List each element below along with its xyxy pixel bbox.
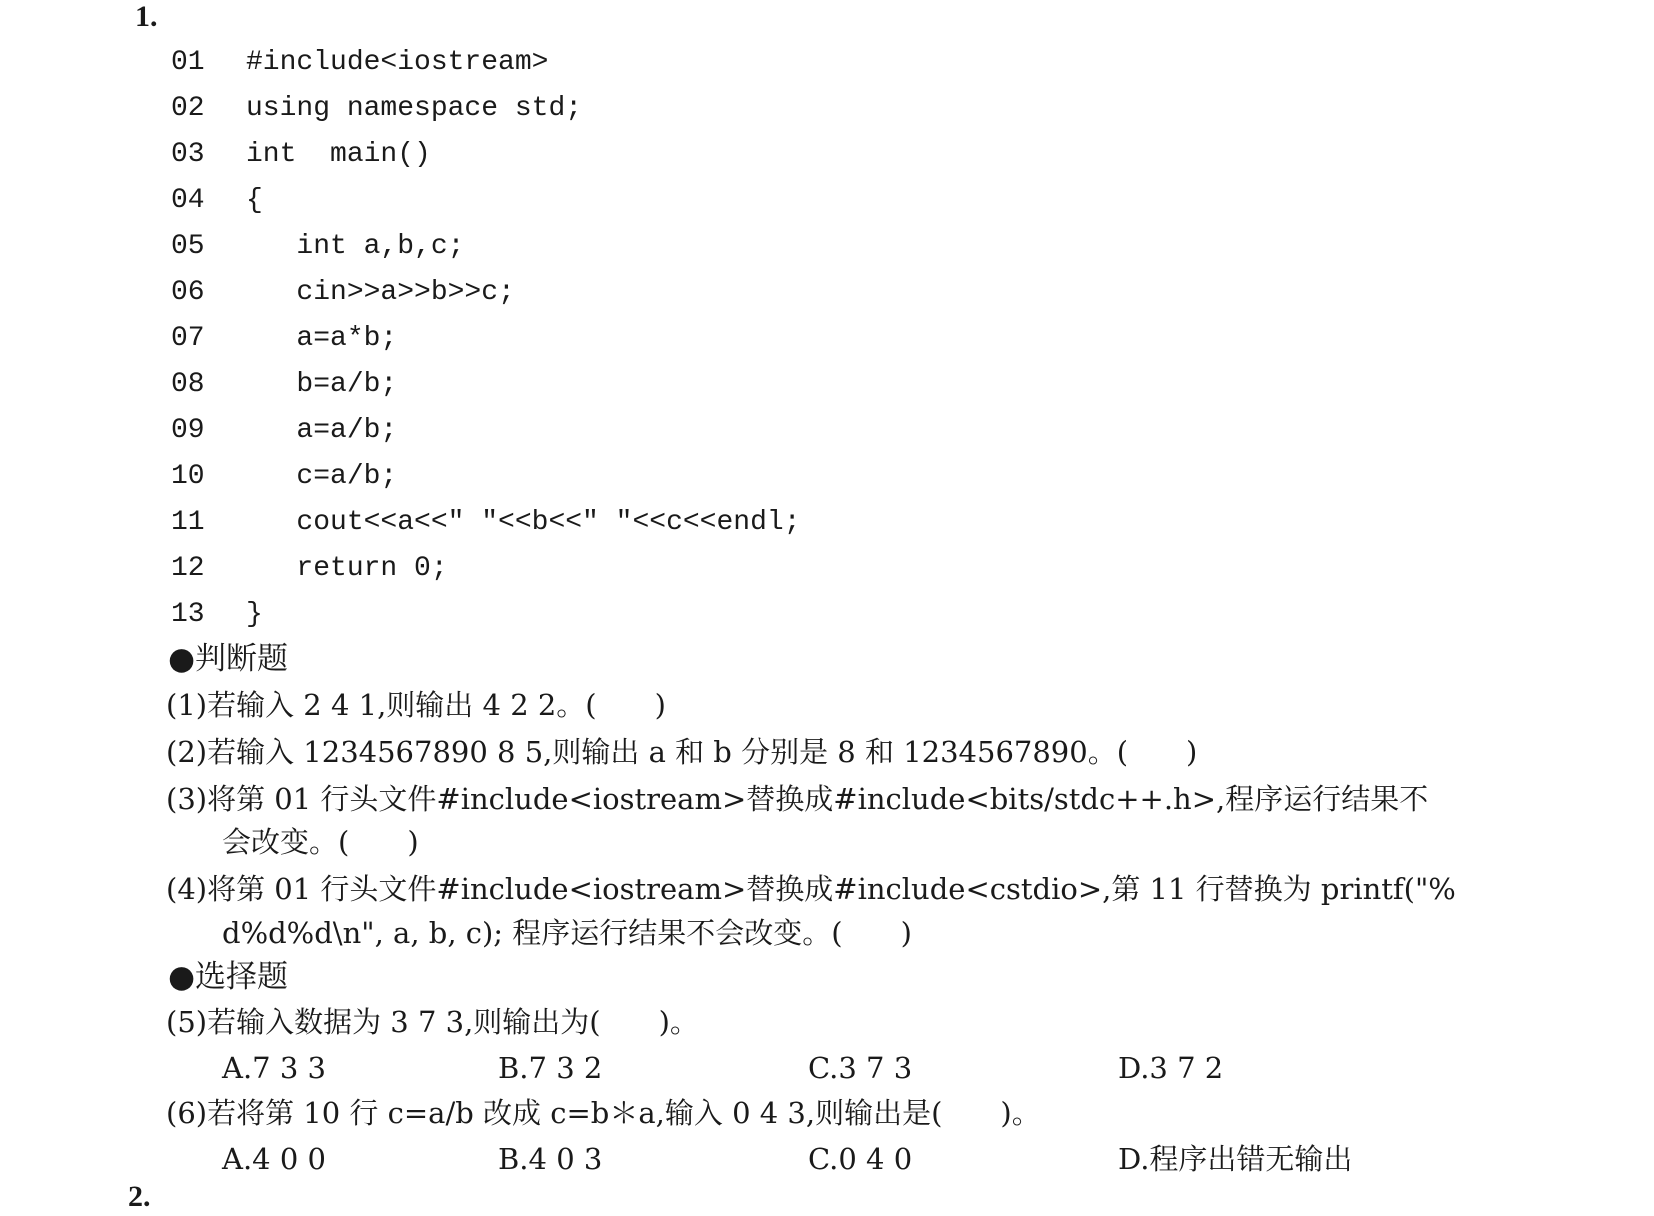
choice-item-stem: (6)若将第 10 行 c=a/b 改成 c=b＊a,输入 0 4 3,则输出是( )。 [166,1096,1041,1130]
code-text: c=a/b; [246,461,398,492]
judge-item: (3)将第 01 行头文件#include<iostream>替换成#include<bits/stdc++.h>,程序运行结果不 [166,782,1429,816]
code-text: int main() [246,139,431,170]
judge-item: (2)若输入 1234567890 8 5,则输出 a 和 b 分别是 8 和 1234567890。( ) [166,735,1198,769]
code-text: int a,b,c; [246,231,465,262]
question-1-number: 1. [135,0,158,33]
code-text: #include<iostream> [246,47,549,78]
line-number: 08 [171,369,205,400]
code-text: a=a*b; [246,323,398,354]
line-number: 10 [171,461,205,492]
question-2-number: 2. [128,1180,151,1213]
code-line [171,316,397,362]
line-number: 09 [171,415,205,446]
code-line [171,224,464,270]
code-line [171,592,263,638]
line-number: 12 [171,553,205,584]
code-line [171,132,431,178]
code-line [171,500,801,546]
code-line [171,408,397,454]
code-text: { [246,185,263,216]
choice-option: C.0 4 0 [808,1142,913,1176]
choice-option: B.4 0 3 [498,1142,603,1176]
code-text: cout<<a<<" "<<b<<" "<<c<<endl; [246,507,801,538]
choice-item-stem: (5)若输入数据为 3 7 3,则输出为( )。 [166,1005,699,1039]
code-line [171,40,548,86]
line-number: 04 [171,185,205,216]
line-number: 06 [171,277,205,308]
line-number: 01 [171,47,205,78]
code-line [171,86,582,132]
code-text: return 0; [246,553,448,584]
code-line [171,362,397,408]
choice-option: A.7 3 3 [222,1051,326,1085]
code-text: using namespace std; [246,93,583,124]
code-text: } [246,599,263,630]
code-text: a=a/b; [246,415,398,446]
line-number: 05 [171,231,205,262]
line-number: 02 [171,93,205,124]
judge-item-continuation: 会改变。( ) [222,825,419,859]
line-number: 11 [171,507,205,538]
code-text: cin>>a>>b>>c; [246,277,515,308]
choice-option: D.3 7 2 [1118,1051,1224,1085]
choice-option: D.程序出错无输出 [1118,1142,1353,1176]
choice-option: B.7 3 2 [498,1051,603,1085]
code-line [171,178,263,224]
line-number: 03 [171,139,205,170]
choice-option: A.4 0 0 [222,1142,326,1176]
line-number: 07 [171,323,205,354]
choice-option: C.3 7 3 [808,1051,913,1085]
code-line [171,270,515,316]
line-number: 13 [171,599,205,630]
judge-item: (1)若输入 2 4 1,则输出 4 2 2。( ) [166,688,666,722]
judge-section-heading: ●判断题 [168,641,289,677]
choice-section-heading: ●选择题 [168,959,289,995]
code-text: b=a/b; [246,369,398,400]
judge-item: (4)将第 01 行头文件#include<iostream>替换成#include<cstdio>,第 11 行替换为 printf("% [166,872,1456,906]
code-line [171,454,397,500]
judge-item-continuation: d%d%d\n", a, b, c); 程序运行结果不会改变。( ) [222,916,912,950]
code-line [171,546,448,592]
